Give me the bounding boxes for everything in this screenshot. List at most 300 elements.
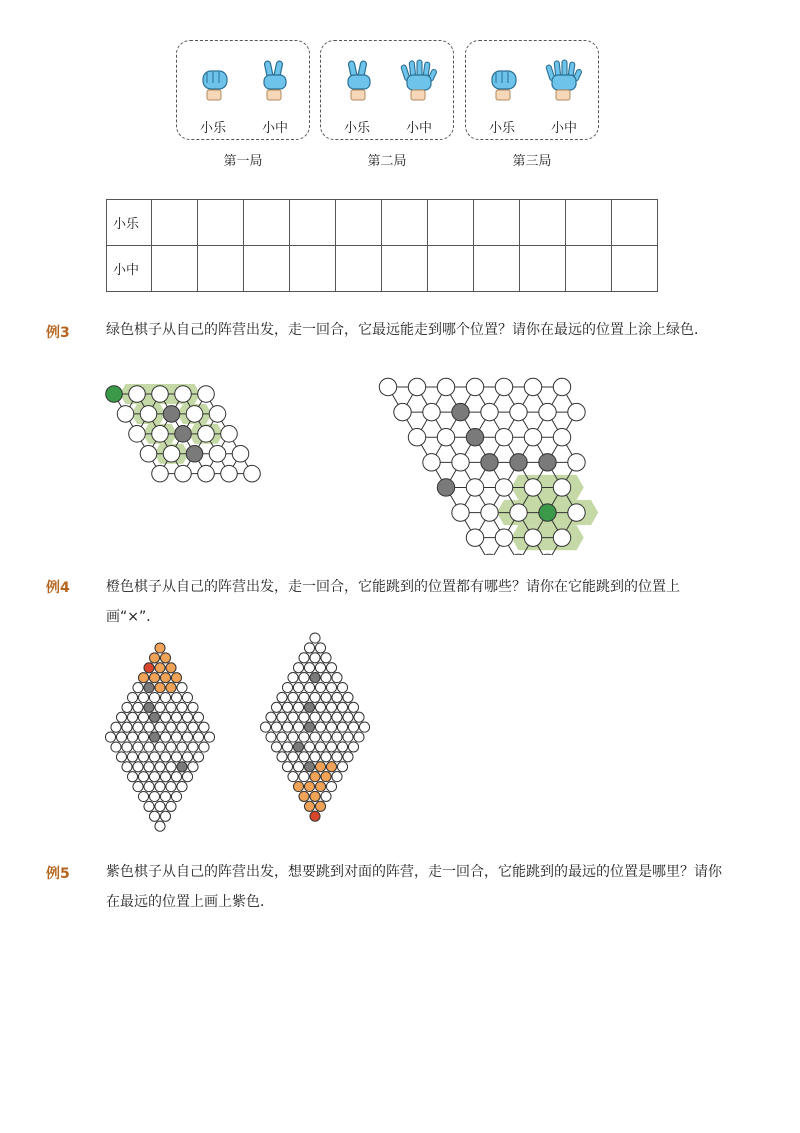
board-hole[interactable]	[266, 732, 276, 742]
board-hole[interactable]	[524, 378, 541, 395]
table-cell[interactable]	[152, 246, 198, 292]
board-hole[interactable]	[155, 821, 165, 831]
board-hole[interactable]	[182, 772, 192, 782]
orange-zone[interactable]	[171, 673, 181, 683]
board-hole[interactable]	[299, 772, 309, 782]
board-hole[interactable]	[293, 762, 303, 772]
orange-zone[interactable]	[166, 663, 176, 673]
table-cell[interactable]	[336, 200, 382, 246]
table-cell[interactable]	[566, 200, 612, 246]
board-hole[interactable]	[337, 762, 347, 772]
table-cell[interactable]	[566, 246, 612, 292]
rock-hand-icon	[484, 59, 522, 105]
board-ex4-right	[255, 630, 385, 840]
board-hole[interactable]	[133, 782, 143, 792]
board-hole[interactable]	[354, 732, 364, 742]
board-hole[interactable]	[122, 742, 132, 752]
board-hole[interactable]	[182, 712, 192, 722]
board-hole[interactable]	[177, 683, 187, 693]
board-hole[interactable]	[138, 732, 148, 742]
board-hole[interactable]	[321, 752, 331, 762]
board-hole[interactable]	[209, 445, 226, 462]
board-hole[interactable]	[182, 692, 192, 702]
orange-zone[interactable]	[138, 673, 148, 683]
board-hole[interactable]	[152, 465, 169, 482]
board-hole[interactable]	[315, 682, 325, 692]
board-hole[interactable]	[466, 529, 483, 546]
board-hole[interactable]	[193, 752, 203, 762]
board-hole[interactable]	[310, 712, 320, 722]
board-hole[interactable]	[133, 742, 143, 752]
board-hole[interactable]	[149, 752, 159, 762]
board-hole[interactable]	[343, 752, 353, 762]
board-hole[interactable]	[175, 386, 192, 403]
board-hole[interactable]	[304, 643, 314, 653]
orange-zone[interactable]	[321, 772, 331, 782]
board-hole[interactable]	[166, 762, 176, 772]
board-hole[interactable]	[166, 702, 176, 712]
orange-zone[interactable]	[304, 781, 314, 791]
gray-piece[interactable]	[304, 722, 314, 732]
board-hole[interactable]	[116, 732, 126, 742]
board-hole[interactable]	[524, 529, 541, 546]
board-hole[interactable]	[182, 732, 192, 742]
board-hole[interactable]	[293, 663, 303, 673]
orange-zone[interactable]	[155, 663, 165, 673]
table-cell[interactable]	[520, 200, 566, 246]
board-hole[interactable]	[510, 403, 527, 420]
board-hole[interactable]	[138, 712, 148, 722]
board-hole[interactable]	[140, 445, 157, 462]
board-hole[interactable]	[510, 504, 527, 521]
gray-piece[interactable]	[186, 445, 203, 462]
table-cell[interactable]	[474, 246, 520, 292]
board-hole[interactable]	[343, 712, 353, 722]
board-hole[interactable]	[299, 673, 309, 683]
board-hole[interactable]	[144, 762, 154, 772]
board-hole[interactable]	[282, 682, 292, 692]
board-hole[interactable]	[321, 732, 331, 742]
table-cell[interactable]	[428, 200, 474, 246]
board-hole[interactable]	[160, 712, 170, 722]
board-hole[interactable]	[160, 692, 170, 702]
board-hole[interactable]	[144, 782, 154, 792]
paper-hand-icon	[544, 59, 582, 105]
board-hole[interactable]	[155, 742, 165, 752]
board-hole[interactable]	[133, 683, 143, 693]
board-hole[interactable]	[332, 692, 342, 702]
gray-piece[interactable]	[437, 479, 454, 496]
board-hole[interactable]	[326, 781, 336, 791]
board-hole[interactable]	[149, 692, 159, 702]
board-hole[interactable]	[127, 772, 137, 782]
board-hole[interactable]	[199, 722, 209, 732]
player-left-name: 小乐	[199, 121, 226, 136]
board-hole[interactable]	[155, 702, 165, 712]
board-hole[interactable]	[304, 663, 314, 673]
table-cell[interactable]	[336, 246, 382, 292]
board-hole[interactable]	[524, 479, 541, 496]
board-hole[interactable]	[288, 673, 298, 683]
board-hole[interactable]	[288, 712, 298, 722]
board-hole[interactable]	[155, 801, 165, 811]
table-cell[interactable]	[428, 246, 474, 292]
board-hole[interactable]	[155, 722, 165, 732]
board-hole[interactable]	[326, 702, 336, 712]
board-hole[interactable]	[337, 722, 347, 732]
board-hole[interactable]	[288, 772, 298, 782]
gray-piece[interactable]	[163, 406, 180, 423]
board-hole[interactable]	[481, 504, 498, 521]
board-hole[interactable]	[188, 722, 198, 732]
board-hole[interactable]	[198, 465, 215, 482]
board-hole[interactable]	[177, 782, 187, 792]
board-hole[interactable]	[359, 722, 369, 732]
board-hole[interactable]	[326, 742, 336, 752]
example-text: 橙色棋子从自己的阵营出发，走一回合，它能跳到的位置都有哪些？请你在它能跳到的位置上画“×”．	[106, 579, 680, 625]
board-hole[interactable]	[337, 702, 347, 712]
gray-piece[interactable]	[177, 762, 187, 772]
board-hole[interactable]	[209, 406, 226, 423]
board-hole[interactable]	[199, 742, 209, 752]
board-hole[interactable]	[310, 692, 320, 702]
board-hole[interactable]	[160, 752, 170, 762]
board-hole[interactable]	[332, 732, 342, 742]
board-hole[interactable]	[144, 801, 154, 811]
gray-piece[interactable]	[304, 762, 314, 772]
board-hole[interactable]	[144, 742, 154, 752]
gray-piece[interactable]	[304, 702, 314, 712]
board-hole[interactable]	[232, 445, 249, 462]
orange-zone[interactable]	[310, 772, 320, 782]
board-hole[interactable]	[315, 643, 325, 653]
board-hole[interactable]	[315, 663, 325, 673]
board-hole[interactable]	[299, 712, 309, 722]
board-hole[interactable]	[149, 772, 159, 782]
board-hole[interactable]	[140, 406, 157, 423]
orange-zone[interactable]	[149, 653, 159, 663]
gray-piece[interactable]	[481, 454, 498, 471]
board-hole[interactable]	[160, 732, 170, 742]
orange-zone[interactable]	[160, 653, 170, 663]
board-hole[interactable]	[423, 403, 440, 420]
board-hole[interactable]	[394, 403, 411, 420]
board-hole[interactable]	[175, 465, 192, 482]
board-hole[interactable]	[282, 722, 292, 732]
gray-piece[interactable]	[149, 732, 159, 742]
board-hole[interactable]	[149, 811, 159, 821]
board-hole[interactable]	[408, 429, 425, 446]
table-cell[interactable]	[198, 200, 244, 246]
board-hole[interactable]	[321, 673, 331, 683]
board-hole[interactable]	[193, 732, 203, 742]
board-hole[interactable]	[310, 653, 320, 663]
board-hole[interactable]	[171, 791, 181, 801]
board-hole[interactable]	[321, 692, 331, 702]
orange-zone[interactable]	[304, 801, 314, 811]
board-hole[interactable]	[310, 633, 320, 643]
board-hole[interactable]	[452, 504, 469, 521]
board-hole[interactable]	[155, 762, 165, 772]
board-hole[interactable]	[343, 692, 353, 702]
board-hole[interactable]	[553, 479, 570, 496]
table-cell[interactable]	[244, 200, 290, 246]
gray-piece[interactable]	[310, 673, 320, 683]
board-hole[interactable]	[171, 752, 181, 762]
board-hole[interactable]	[221, 426, 238, 443]
board-hole[interactable]	[129, 386, 146, 403]
orange-zone[interactable]	[310, 791, 320, 801]
board-hole[interactable]	[163, 445, 180, 462]
board-hole[interactable]	[315, 702, 325, 712]
gray-piece[interactable]	[149, 712, 159, 722]
board-hole[interactable]	[188, 762, 198, 772]
board-hole[interactable]	[122, 762, 132, 772]
board-hole[interactable]	[111, 742, 121, 752]
board-hole[interactable]	[408, 378, 425, 395]
board-hole[interactable]	[326, 722, 336, 732]
board-hole[interactable]	[321, 653, 331, 663]
green-piece[interactable]	[106, 386, 123, 403]
board-hole[interactable]	[466, 479, 483, 496]
gray-piece[interactable]	[510, 454, 527, 471]
board-hole[interactable]	[466, 378, 483, 395]
board-hole[interactable]	[337, 682, 347, 692]
board-hole[interactable]	[127, 732, 137, 742]
board-hole[interactable]	[111, 722, 121, 732]
board-hole[interactable]	[171, 732, 181, 742]
board-hole[interactable]	[553, 429, 570, 446]
board-hole[interactable]	[198, 386, 215, 403]
orange-zone[interactable]	[160, 673, 170, 683]
board-hole[interactable]	[166, 801, 176, 811]
board-hole[interactable]	[293, 702, 303, 712]
board-hole[interactable]	[539, 554, 556, 555]
board-hole[interactable]	[133, 762, 143, 772]
board-hole[interactable]	[277, 732, 287, 742]
orange-zone[interactable]	[315, 762, 325, 772]
board-hole[interactable]	[568, 403, 585, 420]
board-hole[interactable]	[310, 752, 320, 762]
board-ex3-left	[100, 380, 310, 510]
table-cell[interactable]	[290, 200, 336, 246]
board-hole[interactable]	[160, 772, 170, 782]
player-right-name: 小中	[261, 121, 288, 136]
board-hole[interactable]	[260, 722, 270, 732]
board-hole[interactable]	[299, 692, 309, 702]
board-hole[interactable]	[116, 712, 126, 722]
board-hole[interactable]	[149, 791, 159, 801]
board-hole[interactable]	[304, 742, 314, 752]
board-hole[interactable]	[277, 712, 287, 722]
board-hole[interactable]	[133, 702, 143, 712]
gray-piece[interactable]	[144, 683, 154, 693]
board-hole[interactable]	[437, 429, 454, 446]
board-hole[interactable]	[315, 742, 325, 752]
board-hole[interactable]	[481, 403, 498, 420]
board-hole[interactable]	[293, 722, 303, 732]
board-hole[interactable]	[277, 692, 287, 702]
board-hole[interactable]	[568, 454, 585, 471]
board-hole[interactable]	[171, 712, 181, 722]
board-hole[interactable]	[315, 722, 325, 732]
board-hole[interactable]	[343, 732, 353, 742]
board-hole[interactable]	[166, 742, 176, 752]
board-hole[interactable]	[155, 782, 165, 792]
orange-zone[interactable]	[166, 683, 176, 693]
board-hole[interactable]	[138, 791, 148, 801]
table-cell[interactable]	[474, 200, 520, 246]
board-hole[interactable]	[495, 429, 512, 446]
game-box-2	[320, 40, 454, 140]
board-hole[interactable]	[166, 722, 176, 732]
gray-piece[interactable]	[452, 403, 469, 420]
orange-piece[interactable]	[310, 811, 320, 821]
gray-piece[interactable]	[144, 702, 154, 712]
board-hole[interactable]	[452, 454, 469, 471]
orange-zone[interactable]	[315, 801, 325, 811]
board-hole[interactable]	[129, 426, 146, 443]
board-hole[interactable]	[553, 378, 570, 395]
board-hole[interactable]	[277, 752, 287, 762]
table-cell[interactable]	[152, 200, 198, 246]
board-hole[interactable]	[337, 742, 347, 752]
board-hole[interactable]	[510, 554, 527, 555]
board-hole[interactable]	[171, 772, 181, 782]
board-hole[interactable]	[495, 479, 512, 496]
board-hole[interactable]	[188, 742, 198, 752]
board-hole[interactable]	[127, 692, 137, 702]
board-hole[interactable]	[177, 722, 187, 732]
board-hole[interactable]	[348, 722, 358, 732]
board-hole[interactable]	[423, 454, 440, 471]
board-hole[interactable]	[271, 722, 281, 732]
table-cell[interactable]	[520, 246, 566, 292]
board-hole[interactable]	[348, 742, 358, 752]
board-hole[interactable]	[495, 378, 512, 395]
board-hole[interactable]	[299, 752, 309, 762]
board-hole[interactable]	[288, 752, 298, 762]
table-cell[interactable]	[244, 246, 290, 292]
orange-zone[interactable]	[299, 791, 309, 801]
board-hole[interactable]	[166, 782, 176, 792]
board-hole[interactable]	[188, 702, 198, 712]
table-cell[interactable]	[290, 246, 336, 292]
board-hole[interactable]	[244, 465, 261, 482]
board-hole[interactable]	[177, 742, 187, 752]
board-hole[interactable]	[288, 732, 298, 742]
board-hole[interactable]	[117, 406, 134, 423]
board-hole[interactable]	[321, 712, 331, 722]
gray-piece[interactable]	[466, 429, 483, 446]
board-hole[interactable]	[204, 732, 214, 742]
board-hole[interactable]	[524, 429, 541, 446]
board-hole[interactable]	[171, 692, 181, 702]
gray-piece[interactable]	[539, 454, 556, 471]
board-hole[interactable]	[348, 702, 358, 712]
board-hole[interactable]	[133, 722, 143, 732]
orange-zone[interactable]	[326, 762, 336, 772]
board-hole[interactable]	[354, 712, 364, 722]
board-hole[interactable]	[379, 378, 396, 395]
table-cell[interactable]	[612, 200, 658, 246]
board-hole[interactable]	[282, 742, 292, 752]
board-hole[interactable]	[332, 673, 342, 683]
board-hole[interactable]	[299, 732, 309, 742]
board-hole[interactable]	[116, 752, 126, 762]
board-hole[interactable]	[288, 692, 298, 702]
board-hole[interactable]	[321, 791, 331, 801]
board-hole[interactable]	[138, 692, 148, 702]
board-hole[interactable]	[182, 752, 192, 762]
board-hole[interactable]	[271, 742, 281, 752]
board-hole[interactable]	[282, 702, 292, 712]
board-hole[interactable]	[293, 682, 303, 692]
board-hole[interactable]	[332, 772, 342, 782]
table-cell[interactable]	[612, 246, 658, 292]
board-hole[interactable]	[568, 504, 585, 521]
board-hole[interactable]	[152, 426, 169, 443]
table-cell[interactable]	[382, 200, 428, 246]
green-piece[interactable]	[539, 504, 556, 521]
board-hole[interactable]	[144, 722, 154, 732]
board-hole[interactable]	[539, 403, 556, 420]
gray-piece[interactable]	[175, 426, 192, 443]
table-row	[107, 200, 658, 246]
board-hole[interactable]	[326, 682, 336, 692]
board-hole[interactable]	[138, 752, 148, 762]
gray-piece[interactable]	[293, 742, 303, 752]
board-hole[interactable]	[152, 386, 169, 403]
board-hole[interactable]	[186, 406, 203, 423]
orange-piece[interactable]	[144, 663, 154, 673]
board-hole[interactable]	[282, 762, 292, 772]
board-hole[interactable]	[332, 712, 342, 722]
board-hole[interactable]	[198, 426, 215, 443]
board-hole[interactable]	[193, 712, 203, 722]
scissors-hand-icon	[255, 59, 293, 105]
board-hole[interactable]	[127, 712, 137, 722]
board-hole[interactable]	[177, 702, 187, 712]
table-cell[interactable]	[198, 246, 244, 292]
board-hole[interactable]	[299, 653, 309, 663]
orange-zone[interactable]	[155, 683, 165, 693]
orange-zone[interactable]	[315, 781, 325, 791]
board-hole[interactable]	[304, 682, 314, 692]
board-hole[interactable]	[481, 554, 498, 555]
board-hole[interactable]	[553, 529, 570, 546]
board-hole[interactable]	[310, 732, 320, 742]
board-hole[interactable]	[160, 791, 170, 801]
orange-zone[interactable]	[149, 673, 159, 683]
board-hole[interactable]	[138, 772, 148, 782]
board-hole[interactable]	[122, 722, 132, 732]
board-hole[interactable]	[271, 702, 281, 712]
board-hole[interactable]	[326, 663, 336, 673]
board-hole[interactable]	[495, 529, 512, 546]
board-hole[interactable]	[437, 378, 454, 395]
board-hole[interactable]	[105, 732, 115, 742]
orange-zone[interactable]	[293, 781, 303, 791]
board-hole[interactable]	[221, 465, 238, 482]
board-hole[interactable]	[160, 811, 170, 821]
orange-zone[interactable]	[155, 643, 165, 653]
board-hole[interactable]	[127, 752, 137, 762]
board-hole[interactable]	[332, 752, 342, 762]
board-hole[interactable]	[266, 712, 276, 722]
board-hole[interactable]	[122, 702, 132, 712]
table-cell[interactable]	[382, 246, 428, 292]
